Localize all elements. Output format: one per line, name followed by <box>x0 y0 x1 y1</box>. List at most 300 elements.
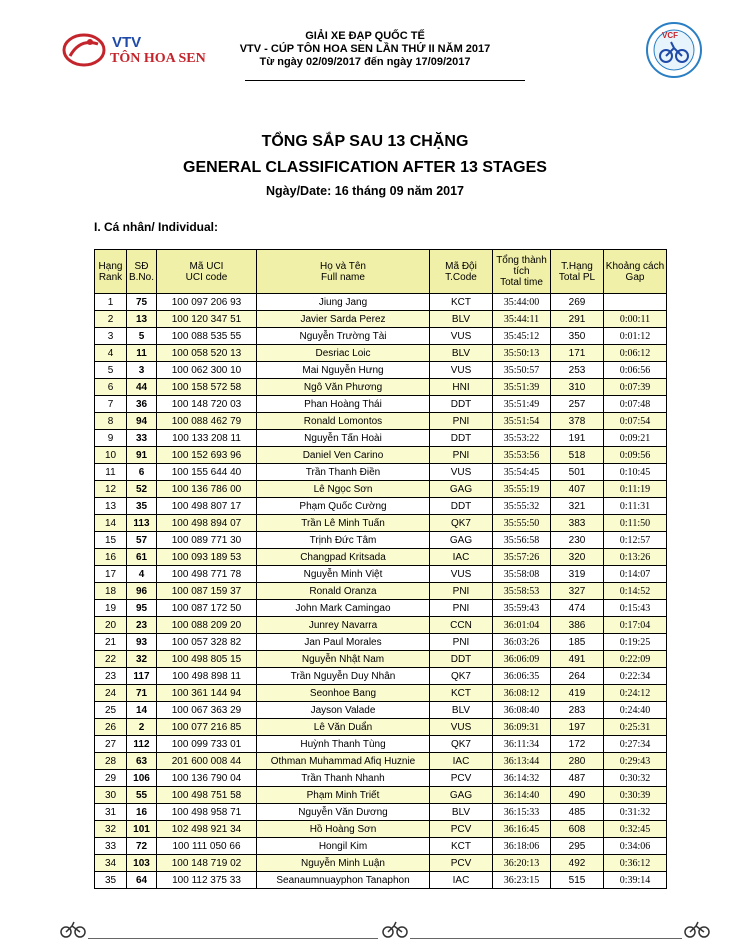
cell-rank: 8 <box>95 413 127 430</box>
cell-bno: 6 <box>127 464 157 481</box>
cell-team: DDT <box>430 498 493 515</box>
cell-uci: 100 093 189 53 <box>157 549 257 566</box>
cell-rank: 33 <box>95 838 127 855</box>
table-row <box>95 294 667 311</box>
col-header-uci: Mã UCI UCI code <box>157 250 257 294</box>
cell-pl: 291 <box>551 311 604 328</box>
cell-uci: 100 158 572 58 <box>157 379 257 396</box>
cell-rank: 30 <box>95 787 127 804</box>
cell-name: Nguyễn Minh Việt <box>257 566 430 583</box>
cell-team: VUS <box>430 566 493 583</box>
cell-bno: 103 <box>127 855 157 872</box>
cell-time: 35:53:56 <box>493 447 551 464</box>
cell-time: 36:06:35 <box>493 668 551 685</box>
cell-time: 35:54:45 <box>493 464 551 481</box>
cell-pl: 490 <box>551 787 604 804</box>
table-row <box>95 549 667 566</box>
cell-pl: 485 <box>551 804 604 821</box>
page-footer <box>0 920 730 944</box>
cell-name: Nguyễn Nhật Nam <box>257 651 430 668</box>
cell-gap <box>604 294 667 311</box>
cell-rank: 16 <box>95 549 127 566</box>
cell-gap: 0:07:39 <box>604 379 667 396</box>
cell-rank: 1 <box>95 294 127 311</box>
cell-pl: 474 <box>551 600 604 617</box>
cell-name: Trần Lê Minh Tuấn <box>257 515 430 532</box>
cell-bno: 71 <box>127 685 157 702</box>
cell-pl: 321 <box>551 498 604 515</box>
table-row <box>95 702 667 719</box>
event-line-2: VTV - CÚP TÔN HOA SEN LẦN THỨ II NĂM 2017 <box>239 43 491 55</box>
cell-uci: 100 498 805 15 <box>157 651 257 668</box>
table-row <box>95 634 667 651</box>
cell-uci: 100 152 693 96 <box>157 447 257 464</box>
cell-bno: 112 <box>127 736 157 753</box>
cell-gap: 0:29:43 <box>604 753 667 770</box>
cell-bno: 72 <box>127 838 157 855</box>
cell-pl: 171 <box>551 345 604 362</box>
cell-name: Hồ Hoàng Sơn <box>257 821 430 838</box>
cell-gap: 0:09:56 <box>604 447 667 464</box>
cell-time: 35:44:11 <box>493 311 551 328</box>
cell-gap: 0:07:54 <box>604 413 667 430</box>
cell-team: PCV <box>430 855 493 872</box>
cell-uci: 100 088 209 20 <box>157 617 257 634</box>
cell-gap: 0:36:12 <box>604 855 667 872</box>
footer-line-right <box>410 938 682 939</box>
cell-team: IAC <box>430 872 493 889</box>
cell-rank: 4 <box>95 345 127 362</box>
cell-rank: 15 <box>95 532 127 549</box>
table-row <box>95 719 667 736</box>
table-row <box>95 362 667 379</box>
cell-bno: 5 <box>127 328 157 345</box>
cell-uci: 102 498 921 34 <box>157 821 257 838</box>
cell-bno: 23 <box>127 617 157 634</box>
cell-time: 36:06:09 <box>493 651 551 668</box>
cell-time: 36:03:26 <box>493 634 551 651</box>
cell-time: 35:59:43 <box>493 600 551 617</box>
col-header-rank: Hạng Rank <box>95 250 127 294</box>
cell-gap: 0:32:45 <box>604 821 667 838</box>
cell-rank: 6 <box>95 379 127 396</box>
cell-pl: 172 <box>551 736 604 753</box>
cell-uci: 100 112 375 33 <box>157 872 257 889</box>
table-row <box>95 600 667 617</box>
cell-bno: 14 <box>127 702 157 719</box>
cell-pl: 419 <box>551 685 604 702</box>
col-header-time: Tổng thành tích Total time <box>493 250 551 294</box>
table-row <box>95 770 667 787</box>
cell-bno: 95 <box>127 600 157 617</box>
cell-gap: 0:06:12 <box>604 345 667 362</box>
footer-line-left <box>88 938 378 939</box>
cell-time: 35:51:49 <box>493 396 551 413</box>
cell-gap: 0:25:31 <box>604 719 667 736</box>
cell-time: 35:50:13 <box>493 345 551 362</box>
cell-bno: 13 <box>127 311 157 328</box>
cell-name: Nguyễn Minh Luận <box>257 855 430 872</box>
cell-time: 36:16:45 <box>493 821 551 838</box>
cyclist-icon <box>382 920 408 938</box>
cell-bno: 101 <box>127 821 157 838</box>
cell-name: Junrey Navarra <box>257 617 430 634</box>
cell-name: Nguyễn Trường Tài <box>257 328 430 345</box>
cell-uci: 100 058 520 13 <box>157 345 257 362</box>
cell-uci: 100 111 050 66 <box>157 838 257 855</box>
cell-gap: 0:13:26 <box>604 549 667 566</box>
cell-rank: 28 <box>95 753 127 770</box>
cell-bno: 94 <box>127 413 157 430</box>
cell-uci: 100 088 462 79 <box>157 413 257 430</box>
cell-bno: 63 <box>127 753 157 770</box>
cell-name: Hongil Kim <box>257 838 430 855</box>
cell-gap: 0:00:11 <box>604 311 667 328</box>
cell-team: QK7 <box>430 668 493 685</box>
cell-time: 36:23:15 <box>493 872 551 889</box>
cell-team: QK7 <box>430 736 493 753</box>
cell-bno: 106 <box>127 770 157 787</box>
cell-bno: 44 <box>127 379 157 396</box>
cell-rank: 21 <box>95 634 127 651</box>
cell-uci: 100 088 535 55 <box>157 328 257 345</box>
cell-rank: 9 <box>95 430 127 447</box>
cell-name: Mai Nguyễn Hưng <box>257 362 430 379</box>
cell-team: QK7 <box>430 515 493 532</box>
cell-uci: 100 136 790 04 <box>157 770 257 787</box>
cell-time: 36:14:40 <box>493 787 551 804</box>
cell-rank: 32 <box>95 821 127 838</box>
table-row <box>95 651 667 668</box>
cell-team: PCV <box>430 821 493 838</box>
cell-name: Javier Sarda Perez <box>257 311 430 328</box>
cell-team: DDT <box>430 396 493 413</box>
cell-pl: 320 <box>551 549 604 566</box>
cell-rank: 23 <box>95 668 127 685</box>
cell-rank: 26 <box>95 719 127 736</box>
cell-gap: 0:30:32 <box>604 770 667 787</box>
cell-bno: 96 <box>127 583 157 600</box>
cell-pl: 608 <box>551 821 604 838</box>
cell-pl: 283 <box>551 702 604 719</box>
page-title-vn: TỔNG SẮP SAU 13 CHẶNG <box>261 133 469 150</box>
cell-gap: 0:19:25 <box>604 634 667 651</box>
cell-gap: 0:10:45 <box>604 464 667 481</box>
cell-name: Othman Muhammad Afiq Huznie <box>257 753 430 770</box>
cell-time: 35:45:12 <box>493 328 551 345</box>
cell-gap: 0:24:40 <box>604 702 667 719</box>
cell-gap: 0:39:14 <box>604 872 667 889</box>
section-label: I. Cá nhân/ Individual: <box>94 220 219 234</box>
cell-pl: 501 <box>551 464 604 481</box>
cell-time: 35:57:26 <box>493 549 551 566</box>
cell-name: Daniel Ven Carino <box>257 447 430 464</box>
table-row <box>95 328 667 345</box>
cell-bno: 57 <box>127 532 157 549</box>
cell-uci: 100 099 733 01 <box>157 736 257 753</box>
cell-gap: 0:09:21 <box>604 430 667 447</box>
cell-time: 35:55:32 <box>493 498 551 515</box>
cell-gap: 0:34:06 <box>604 838 667 855</box>
cell-time: 36:08:40 <box>493 702 551 719</box>
cell-gap: 0:15:43 <box>604 600 667 617</box>
cell-pl: 386 <box>551 617 604 634</box>
cell-name: John Mark Camingao <box>257 600 430 617</box>
cell-rank: 2 <box>95 311 127 328</box>
cell-pl: 492 <box>551 855 604 872</box>
cell-gap: 0:11:19 <box>604 481 667 498</box>
cell-uci: 100 133 208 11 <box>157 430 257 447</box>
cell-gap: 0:11:50 <box>604 515 667 532</box>
cell-gap: 0:01:12 <box>604 328 667 345</box>
table-row <box>95 413 667 430</box>
cell-time: 35:50:57 <box>493 362 551 379</box>
cell-rank: 24 <box>95 685 127 702</box>
table-row <box>95 498 667 515</box>
cell-uci: 100 077 216 85 <box>157 719 257 736</box>
cell-bno: 52 <box>127 481 157 498</box>
col-header-bno: SĐ B.No. <box>127 250 157 294</box>
cell-uci: 100 067 363 29 <box>157 702 257 719</box>
cell-rank: 7 <box>95 396 127 413</box>
cell-pl: 253 <box>551 362 604 379</box>
cell-name: Trần Thanh Điền <box>257 464 430 481</box>
cell-time: 36:15:33 <box>493 804 551 821</box>
table-row <box>95 464 667 481</box>
cell-name: Jan Paul Morales <box>257 634 430 651</box>
table-row <box>95 872 667 889</box>
cell-pl: 230 <box>551 532 604 549</box>
cell-rank: 19 <box>95 600 127 617</box>
cell-uci: 100 097 206 93 <box>157 294 257 311</box>
cell-uci: 201 600 008 44 <box>157 753 257 770</box>
cell-time: 35:53:22 <box>493 430 551 447</box>
cell-bno: 91 <box>127 447 157 464</box>
cell-name: Trịnh Đức Tâm <box>257 532 430 549</box>
cell-uci: 100 087 172 50 <box>157 600 257 617</box>
vcf-federation-logo <box>644 20 704 80</box>
cell-name: Jiung Jang <box>257 294 430 311</box>
table-row <box>95 855 667 872</box>
cell-time: 35:58:53 <box>493 583 551 600</box>
cell-pl: 491 <box>551 651 604 668</box>
cell-team: PNI <box>430 413 493 430</box>
cell-team: VUS <box>430 362 493 379</box>
table-row <box>95 821 667 838</box>
table-row <box>95 532 667 549</box>
cell-team: KCT <box>430 838 493 855</box>
cell-name: Phạm Minh Triết <box>257 787 430 804</box>
table-row <box>95 481 667 498</box>
cell-uci: 100 498 807 17 <box>157 498 257 515</box>
table-row <box>95 804 667 821</box>
cell-pl: 269 <box>551 294 604 311</box>
cell-pl: 319 <box>551 566 604 583</box>
cell-team: PCV <box>430 770 493 787</box>
cell-team: KCT <box>430 685 493 702</box>
cell-bno: 113 <box>127 515 157 532</box>
cell-team: DDT <box>430 430 493 447</box>
logo-brand: VTV <box>112 34 142 51</box>
cell-gap: 0:12:57 <box>604 532 667 549</box>
table-row <box>95 447 667 464</box>
cell-rank: 3 <box>95 328 127 345</box>
cyclist-icon <box>60 920 86 938</box>
table-row <box>95 566 667 583</box>
cell-time: 35:58:08 <box>493 566 551 583</box>
report-date: Ngày/Date: 16 tháng 09 năm 2017 <box>266 184 464 198</box>
cell-name: Trần Nguyễn Duy Nhân <box>257 668 430 685</box>
table-row <box>95 668 667 685</box>
cell-pl: 515 <box>551 872 604 889</box>
cell-uci: 100 361 144 94 <box>157 685 257 702</box>
cell-rank: 25 <box>95 702 127 719</box>
cell-name: Changpad Kritsada <box>257 549 430 566</box>
event-dates: Từ ngày 02/09/2017 đến ngày 17/09/2017 <box>259 56 471 68</box>
cell-gap: 0:22:09 <box>604 651 667 668</box>
cell-time: 35:51:39 <box>493 379 551 396</box>
cell-team: IAC <box>430 753 493 770</box>
cell-team: GAG <box>430 481 493 498</box>
cyclist-icon <box>684 920 710 938</box>
cell-gap: 0:30:39 <box>604 787 667 804</box>
cell-team: IAC <box>430 549 493 566</box>
cell-bno: 55 <box>127 787 157 804</box>
cell-bno: 4 <box>127 566 157 583</box>
table-row <box>95 430 667 447</box>
cell-team: BLV <box>430 311 493 328</box>
cell-pl: 264 <box>551 668 604 685</box>
cell-rank: 5 <box>95 362 127 379</box>
cell-team: PNI <box>430 583 493 600</box>
cell-name: Desriac Loic <box>257 345 430 362</box>
cell-gap: 0:07:48 <box>604 396 667 413</box>
cell-name: Phan Hoàng Thái <box>257 396 430 413</box>
cell-rank: 31 <box>95 804 127 821</box>
logo-name: TÔN HOA SEN <box>110 51 206 66</box>
cell-bno: 2 <box>127 719 157 736</box>
cell-name: Phạm Quốc Cường <box>257 498 430 515</box>
cell-pl: 295 <box>551 838 604 855</box>
cell-bno: 36 <box>127 396 157 413</box>
cell-uci: 100 057 328 82 <box>157 634 257 651</box>
table-row <box>95 838 667 855</box>
cyclist-swirl-icon <box>62 32 106 68</box>
cell-name: Ngô Văn Phương <box>257 379 430 396</box>
cell-time: 36:13:44 <box>493 753 551 770</box>
event-line-1: GIẢI XE ĐẠP QUỐC TẾ <box>305 30 425 42</box>
table-row <box>95 345 667 362</box>
cell-team: GAG <box>430 787 493 804</box>
cell-rank: 14 <box>95 515 127 532</box>
cell-team: KCT <box>430 294 493 311</box>
cell-team: CCN <box>430 617 493 634</box>
cell-time: 36:20:13 <box>493 855 551 872</box>
cell-bno: 3 <box>127 362 157 379</box>
cell-rank: 17 <box>95 566 127 583</box>
table-row <box>95 736 667 753</box>
cell-pl: 327 <box>551 583 604 600</box>
cell-team: PNI <box>430 634 493 651</box>
cell-uci: 100 120 347 51 <box>157 311 257 328</box>
cell-gap: 0:14:07 <box>604 566 667 583</box>
table-row <box>95 396 667 413</box>
cell-team: PNI <box>430 600 493 617</box>
cell-time: 36:09:31 <box>493 719 551 736</box>
cell-gap: 0:11:31 <box>604 498 667 515</box>
cell-time: 35:55:19 <box>493 481 551 498</box>
cell-pl: 378 <box>551 413 604 430</box>
cell-team: BLV <box>430 345 493 362</box>
table-row <box>95 617 667 634</box>
cell-bno: 33 <box>127 430 157 447</box>
cell-name: Trần Thanh Nhanh <box>257 770 430 787</box>
cell-rank: 35 <box>95 872 127 889</box>
cell-rank: 29 <box>95 770 127 787</box>
cell-uci: 100 087 159 37 <box>157 583 257 600</box>
cell-pl: 518 <box>551 447 604 464</box>
cell-gap: 0:14:52 <box>604 583 667 600</box>
cell-uci: 100 498 898 11 <box>157 668 257 685</box>
table-row <box>95 787 667 804</box>
cell-uci: 100 498 771 78 <box>157 566 257 583</box>
cell-pl: 310 <box>551 379 604 396</box>
cell-uci: 100 498 751 58 <box>157 787 257 804</box>
cell-bno: 64 <box>127 872 157 889</box>
cell-name: Lê Văn Duẩn <box>257 719 430 736</box>
cell-time: 36:14:32 <box>493 770 551 787</box>
table-row <box>95 311 667 328</box>
table-row <box>95 685 667 702</box>
table-row <box>95 583 667 600</box>
federation-emblem-icon <box>644 20 704 80</box>
cell-pl: 280 <box>551 753 604 770</box>
col-header-team: Mã Đội T.Code <box>430 250 493 294</box>
cell-time: 35:55:50 <box>493 515 551 532</box>
cell-name: Lê Ngọc Sơn <box>257 481 430 498</box>
cell-bno: 11 <box>127 345 157 362</box>
cell-name: Seanaumnuayphon Tanaphon <box>257 872 430 889</box>
cell-uci: 100 155 644 40 <box>157 464 257 481</box>
col-header-gap: Khoảng cách Gap <box>604 250 667 294</box>
cell-time: 35:56:58 <box>493 532 551 549</box>
cell-uci: 100 148 720 03 <box>157 396 257 413</box>
cell-uci: 100 089 771 30 <box>157 532 257 549</box>
cell-name: Nguyễn Văn Dương <box>257 804 430 821</box>
cell-time: 36:18:06 <box>493 838 551 855</box>
cell-pl: 350 <box>551 328 604 345</box>
cell-gap: 0:22:34 <box>604 668 667 685</box>
cell-team: GAG <box>430 532 493 549</box>
cell-team: PNI <box>430 447 493 464</box>
table-header-row <box>95 250 667 294</box>
cell-gap: 0:27:34 <box>604 736 667 753</box>
page-title-en: GENERAL CLASSIFICATION AFTER 13 STAGES <box>183 159 547 176</box>
cell-uci: 100 136 786 00 <box>157 481 257 498</box>
cell-gap: 0:17:04 <box>604 617 667 634</box>
classification-table <box>94 249 667 889</box>
cell-time: 36:08:12 <box>493 685 551 702</box>
table-row <box>95 379 667 396</box>
cell-gap: 0:31:32 <box>604 804 667 821</box>
cell-team: HNI <box>430 379 493 396</box>
cell-team: BLV <box>430 804 493 821</box>
cell-gap: 0:24:12 <box>604 685 667 702</box>
cell-bno: 117 <box>127 668 157 685</box>
cell-bno: 32 <box>127 651 157 668</box>
cell-rank: 22 <box>95 651 127 668</box>
cell-uci: 100 498 894 07 <box>157 515 257 532</box>
